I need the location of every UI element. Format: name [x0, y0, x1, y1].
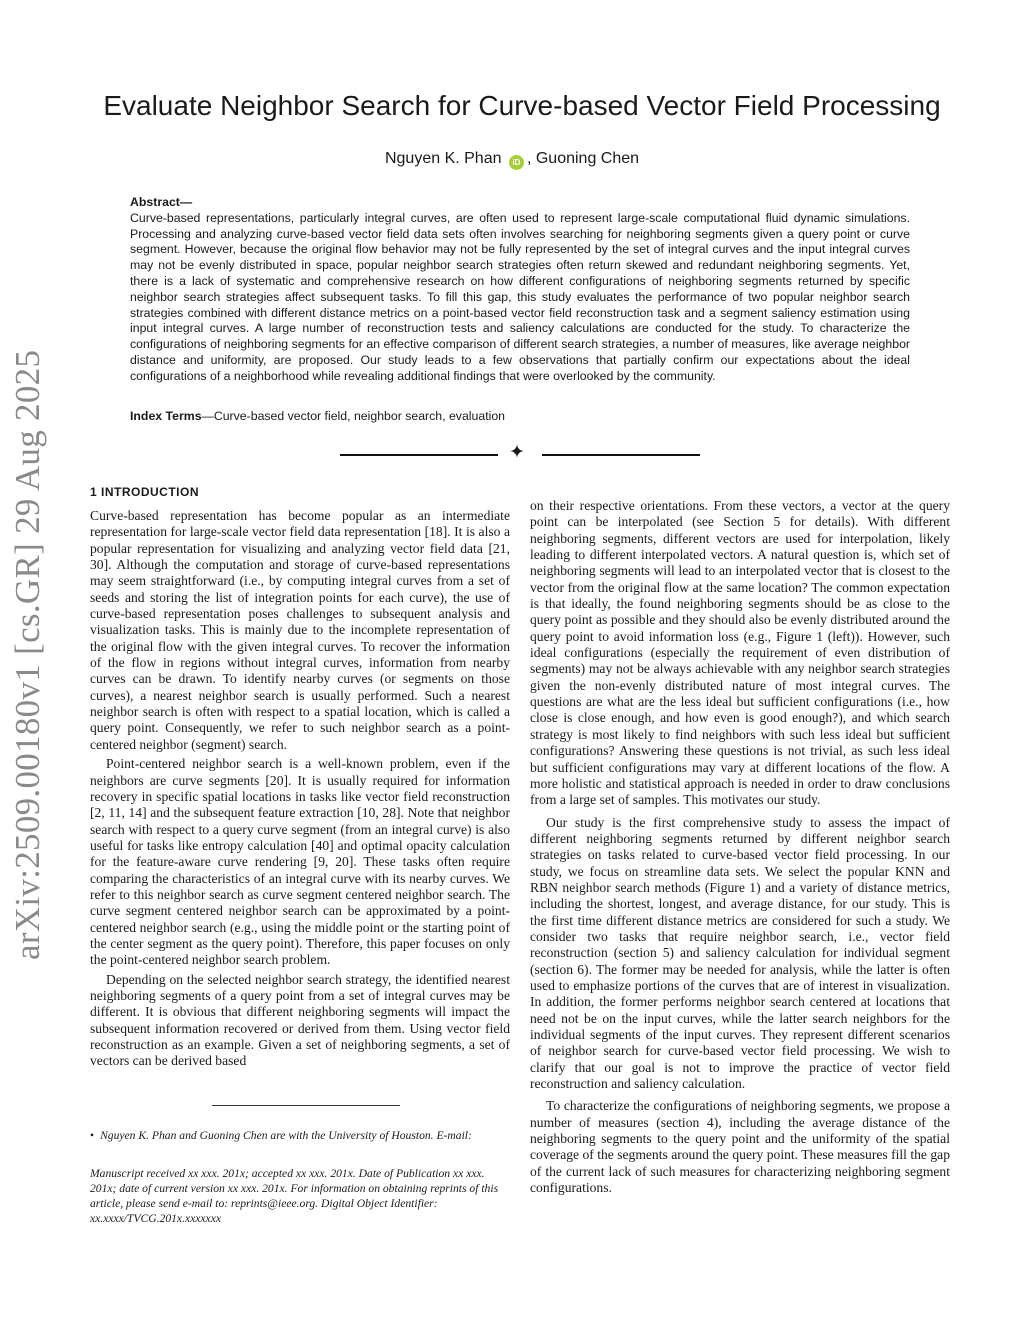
separator-line — [542, 454, 700, 456]
paragraph: Point-centered neighbor search is a well-known problem, even if the neighbors are curve segments [20]. It is usually required for information recovery in specific spatial locations in tasks like vector field reconstruction [2, 11, 14] and the subsequent feature extraction [10, 28]. Note that neighbor search with respect to a query curve segment (from an integral curve) is also useful for tasks like entropy calculation [40] and optimal opacity calculation for the feature-aware curve rendering [9, 20]. These tasks often require comparing the characteristics of an integral curve with its nearby curves. We refer to this neighbor search as curve segment centered neighbor search. The curve segment centered neighbor search can be approximated by a point-centered neighbor search (e.g., using the middle point or the starting point of the center segment as the query point). Therefore, this paper focuses on only the point-centered neighbor search problem. — [90, 756, 510, 968]
affiliation-text: Nguyen K. Phan and Guoning Chen are with the University of Houston. E-mail: — [100, 1129, 472, 1142]
author-name: , Guoning Chen — [526, 150, 640, 167]
footnote-manuscript: Manuscript received xx xxx. 201x; accepted xx xxx. 201x. Date of Publication xx xxx. 201x; date of current version xx xxx. 201x. For information on obtaining reprints of this article, please send e-mail to: reprints@ieee.org. Digital Object Identifier: xx.xxxx/TVCG.201x.xxxxxxx — [90, 1167, 499, 1225]
section-separator — [340, 442, 700, 465]
paragraph: Depending on the selected neighbor search strategy, the identified nearest neighboring segments of a query point from a set of integral curves may be different. It is obvious that different neighboring segments will impact the subsequent information recovered or derived from them. Using vector field reconstruction as an example. Given a set of neighboring segments, a set of vectors can be derived based — [90, 971, 510, 1069]
index-terms — [130, 409, 910, 423]
abstract — [130, 195, 910, 385]
separator-line — [340, 454, 498, 456]
paragraph: To characterize the configurations of neighboring segments, we propose a number of measures (section 4), including the average distance of the neighboring segments to the query point and the uniformity of the spatial coverage of the segments around the query point. These measures fill the gap of the current lack of such measures for characterizing neighboring segment configurations. — [530, 1098, 950, 1196]
orcid-icon[interactable]: iD — [509, 155, 524, 170]
abstract-text: Curve-based representations, particularly integral curves, are often used to represent large-scale computational fluid dynamic simulations. Processing and analyzing curve-based vector field data sets often involves searching for neighboring segments given a query point or curve segment. However, because the original flow behavior may not be fully represented by the set of integral curves and the input integral curves may not be evenly distributed in space, popular neighbor search strategies often return skewed and redundant neighboring segments. Yet, there is a lack of systematic and comprehensive research on how different configurations of neighboring segments returned by specific neighbor search strategies affect subsequent tasks. To fill this gap, this study evaluates the performance of two popular neighbor search strategies combined with different distance metrics on a point-based vector field reconstruction task and a segment saliency estimation using input integral curves. A large number of reconstruction tests and saliency calculations are conducted for the study. To characterize the configurations of neighboring segments for an effective comparison of different search strategies, a number of measures, like average neighbor distance and uniformity, are proposed. Our study leads to a few observations that partially confirm our expectations about the ideal configurations of a neighborhood while revealing additional findings that were overlooked by the community. — [130, 210, 910, 383]
footnote-affiliation — [90, 1128, 510, 1143]
abstract-heading: Abstract— — [130, 195, 193, 209]
left-column — [90, 508, 510, 1070]
author-name: Nguyen K. Phan — [384, 150, 502, 167]
paragraph: Our study is the first comprehensive study to assess the impact of different neighboring segments returned by different neighbor search strategies on tasks related to curve-based vector field processing. In our study, we focus on streamline data sets. We select the popular KNN and RBN neighbor search methods (Figure 1) and a variety of distance metrics, including the shortest, longest, and average distance, for our study. This is the first time different distance metrics are considered for such a study. We consider two tasks that require neighbor search, i.e., vector field reconstruction (section 5) and saliency calculation for individual segment (section 6). The former may be needed for analysis, while the latter is often used to emphasize portions of the curves that are of interest in visualization. In addition, the former performs neighbor search centered at locations that need not be on the input curves, while the latter search neighbors for the individual segments of the input curves. They represent different scenarios of neighbor search for curve-based vector field processing. We wish to clarify that our goal is not to improve the practice of vector field reconstruction and saliency calculation. — [530, 814, 950, 1092]
paragraph: on their respective orientations. From these vectors, a vector at the query point can be interpolated (see Section 5 for details). With different neighboring segments, different vectors are used for interpolation, likely leading to different interpolated vectors. A natural question is, which set of neighboring segments will lead to an interpolated vector that is closest to the vector from the original flow at the same location? The common expectation is that ideally, the found neighboring segments should be as close to the query point as possible and they should also be evenly distributed around the query point to avoid information loss (e.g., Figure 1 (left)). However, such ideal configurations (especially the requirement of even distribution of segments) may not be always achievable with any neighbor search strategies given the non-evenly distributed nature of most integral curves. The questions are what are the less ideal but sufficient configurations (i.e., how close is close enough, and how even is good enough?), and which search strategy is most likely to find neighbors with such less ideal but sufficient configurations? Answering these questions is not trivial, as such less ideal but sufficient configurations may vary at different locations of the flow. A more holistic and statistical approach is needed in order to draw conclusions from a large set of samples. This motivates our study. — [530, 498, 950, 808]
author-line — [0, 150, 1024, 170]
section-heading: 1 INTRODUCTION — [90, 485, 199, 499]
paragraph: Curve-based representation has become popular as an intermediate representation for large-scale vector field data representation [18]. It is also a popular representation for visualizing and analyzing vector field data [21, 30]. Although the computation and storage of curve-based representations may seem straightforward (i.e., by computing integral curves from a set of seeds and storing the list of integration points for each curve), the use of curve-based representation poses challenges to subsequent analysis and visualization tasks. This is mainly due to the incomplete representation of the original flow with the given integral curves. To recover the information of the flow in regions without integral curves, information from nearby curves can be drawn. To identify nearby curves (or segments on those curves), a nearest neighbor search is usually performed. Such a nearest neighbor search is often with respect to a spatial location, which is called a query point. Consequently, we refer to such neighbor search as a point-centered neighbor (segment) search. — [90, 508, 510, 752]
bullet-icon: • — [90, 1129, 95, 1142]
arxiv-identifier: arXiv:2509.00180v1 [cs.GR] 29 Aug 2025 — [8, 349, 47, 960]
index-terms-label: Index Terms — [130, 409, 202, 423]
index-terms-text: —Curve-based vector field, neighbor search, evaluation — [201, 409, 506, 423]
right-column — [530, 498, 950, 1196]
paper-title: Evaluate Neighbor Search for Curve-based Vector Field Processing — [103, 90, 941, 121]
footnote-rule — [212, 1105, 400, 1106]
diamond-star-icon: ✦ — [509, 442, 525, 463]
